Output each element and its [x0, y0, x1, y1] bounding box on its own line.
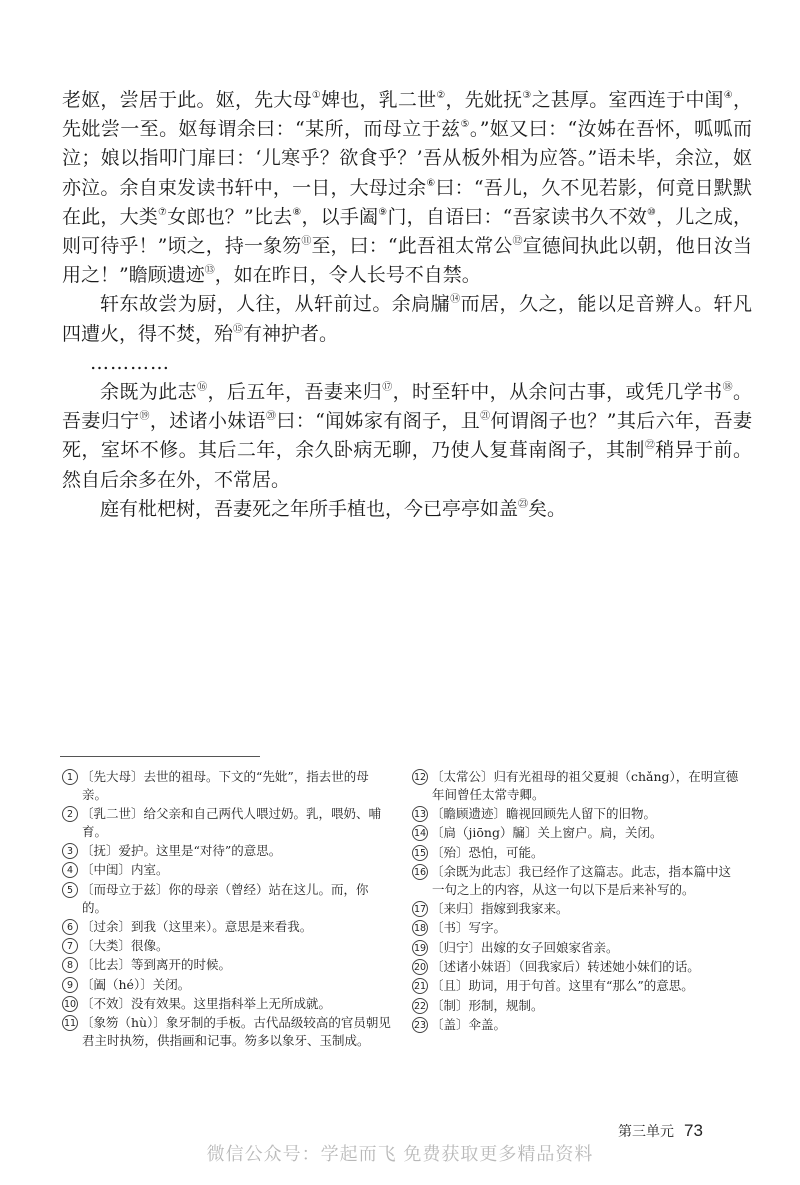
text-segment: ，儿之成，则可待乎！”顷之，持一象笏 [62, 205, 752, 258]
text-segment: 。”妪又曰：“汝姊在吾怀，呱呱而泣；娘以指叩门扉曰：‘儿寒乎？欲食乎？’吾从板外相为应答。”语未毕，余泣，妪亦泣。余自束发读书轩中，一日，大母过余 [62, 118, 753, 199]
footnote-item [62, 768, 392, 804]
footnote-marker: ⑯ [197, 382, 208, 394]
footnotes-right [412, 768, 742, 1035]
text-segment: 至，曰：“此吾祖太常公 [311, 235, 513, 258]
footnote-number: 22 [412, 998, 428, 1014]
footnote-text: 〔象笏（hù）〕象牙制的手板。古代品级较高的官员朝见君主时执笏，供指画和记事。笏多以象牙、玉制成。 [81, 1015, 391, 1049]
paragraph [62, 378, 752, 495]
footnote-marker: ⑭ [450, 294, 461, 306]
text-segment: ，以手阖 [301, 205, 379, 228]
footnote-marker: ④ [723, 90, 733, 101]
footnote-number: 4 [62, 862, 78, 878]
footnote-text: 〔大类〕很像。 [81, 938, 169, 954]
footnote-text: 〔太常公〕归有光祖母的祖父夏昶（chǎng），在明宣德年间曾任太常寺卿。 [431, 769, 739, 802]
footnote-text: 〔扃（jiōng）牖〕关上窗户。扃，关闭。 [431, 825, 663, 841]
footnote-marker: ⑪ [301, 236, 312, 248]
text-segment: 何谓阁子也？”其后六年，吾妻死，室坏不修。其后二年，余久卧病无聊，乃使人复葺南阁子，其制 [62, 410, 753, 462]
footnote-item [412, 900, 742, 918]
footnote-number: 14 [412, 825, 428, 841]
footnote-item [62, 842, 392, 860]
footnote-item [62, 881, 392, 917]
main-text [62, 86, 752, 524]
footnote-marker: ⑳ [266, 411, 277, 423]
footnote-number: 1 [62, 769, 78, 785]
paragraph [62, 290, 752, 348]
footnote-marker: ⑥ [426, 177, 436, 189]
text-segment: 而居，久之，能以足音辨人。轩凡四遭火，得不焚，殆 [62, 293, 752, 345]
footnote-text: 〔来归〕指嫁到我家来。 [431, 901, 569, 917]
footnote-number: 20 [412, 959, 428, 975]
text-segment: 轩东故尝为厨，人往，从轩前过。余扃牖 [100, 293, 451, 316]
footnote-text: 〔而母立于兹〕你的母亲（曾经）站在这儿。而，你的。 [81, 881, 369, 915]
text-segment: ，如在昨日，令人长号不自禁。 [214, 264, 481, 287]
footnote-text: 〔瞻顾遗迹〕瞻视回顾先人留下的旧物。 [431, 806, 657, 822]
watermark: 微信公众号：学起而飞 免费获取更多精品资料 [206, 1144, 594, 1165]
footnote-text: 〔阖（hé）〕关闭。 [81, 976, 191, 992]
footnote-item [412, 768, 742, 804]
text-segment: 曰：“吾儿，久不见若影，何竟日默默在此，大类 [62, 176, 752, 228]
footnote-text: 〔过余〕到我（这里来）。意思是来看我。 [81, 918, 313, 934]
text-segment: ………… [90, 351, 170, 374]
text-segment: 余既为此志 [100, 381, 198, 404]
footnote-marker: ⑤ [460, 119, 470, 131]
unit-label: 第三单元 [618, 1124, 674, 1140]
page-footer [618, 1121, 703, 1141]
footnote-item [412, 824, 742, 842]
footnote-text: 〔归宁〕出嫁的女子回娘家省亲。 [431, 939, 619, 955]
footnote-number: 23 [412, 1017, 428, 1033]
footnote-marker: ㉑ [480, 411, 491, 423]
footnote-item [412, 1016, 742, 1034]
footnote-text: 〔不效〕没有效果。这里指科举上无所成就。 [81, 996, 332, 1012]
footnote-number: 18 [412, 920, 428, 936]
footnote-marker: ① [311, 90, 322, 101]
footnote-number: 5 [62, 882, 78, 898]
footnote-number: 9 [62, 977, 78, 993]
footnote-number: 10 [62, 996, 78, 1012]
footnotes-left [62, 768, 392, 1051]
footnote-number: 21 [412, 978, 428, 994]
text-segment: 有神护者。 [243, 322, 339, 345]
footnote-item [62, 805, 392, 841]
footnote-number: 17 [412, 901, 428, 917]
footnote-number: 19 [412, 940, 428, 956]
footnote-text: 〔盖〕伞盖。 [431, 1016, 507, 1032]
paragraph [62, 495, 752, 524]
footnote-item [412, 997, 742, 1015]
footnote-text: 〔先大母〕去世的祖母。下文的“先妣”，指去世的母亲。 [81, 769, 369, 802]
footnote-item [62, 918, 392, 936]
footnote-marker: ㉒ [644, 440, 656, 452]
footnote-marker: ⑩ [647, 206, 657, 218]
footnote-marker: ⑫ [512, 236, 523, 248]
footnote-item [412, 958, 742, 976]
footnote-marker: ⑧ [292, 206, 302, 218]
text-segment: 门，自语曰：“吾家读书久不效 [387, 205, 647, 228]
footnote-item [62, 937, 392, 955]
footnote-text: 〔乳二世〕给父亲和自己两代人喂过奶。乳，喂奶、哺育。 [81, 806, 382, 839]
footnote-marker: ㉓ [518, 498, 529, 510]
footnote-number: 11 [62, 1015, 78, 1031]
text-segment: 。吾妻归宁 [62, 381, 753, 433]
footnote-item [62, 861, 392, 879]
text-segment: 婢也，乳二世 [321, 89, 437, 111]
footnote-item [412, 977, 742, 995]
footnote-marker: ⑱ [722, 382, 734, 394]
footnote-item [62, 956, 392, 974]
text-segment: ，先妣尝一至。妪每谓余曰：“某所，而母立于兹 [62, 89, 752, 141]
text-segment: 老妪，尝居于此。妪，先大母 [62, 89, 312, 111]
text-segment: 矣。 [528, 497, 567, 520]
footnote-marker: ⑰ [382, 382, 393, 394]
text-segment: 宣德间执此以朝，他日汝当用之！”瞻顾遗迹 [62, 235, 752, 287]
footnote-number: 3 [62, 843, 78, 859]
footnote-text: 〔且〕助词，用于句首。这里有“那么”的意思。 [431, 978, 694, 994]
footnote-text: 〔余既为此志〕我已经作了这篇志。此志，指本篇中这一句之上的内容，从这一句以下是后来补写的。 [431, 863, 732, 897]
text-segment: ，时至轩中，从余问古事，或凭几学书 [392, 381, 723, 404]
footnote-marker: ⑦ [158, 206, 168, 218]
footnote-item [62, 995, 392, 1013]
text-segment: 之甚厚。室西连于中闺 [531, 89, 724, 111]
footnote-text: 〔比去〕等到离开的时候。 [81, 957, 232, 973]
footnote-marker: ⑨ [378, 206, 388, 218]
text-segment: ，述诸小妹语 [149, 410, 267, 433]
footnote-marker: ③ [522, 90, 532, 101]
text-segment: 稍异于前。然自后余多在外，不常居。 [62, 439, 752, 491]
footnote-item [412, 919, 742, 937]
footnote-text: 〔书〕写字。 [431, 920, 507, 936]
footnote-item [62, 1014, 392, 1050]
footnote-divider [60, 756, 260, 757]
footnote-number: 8 [62, 957, 78, 973]
footnote-number: 12 [412, 769, 428, 785]
footnote-marker: ⑮ [233, 323, 244, 335]
footnote-number: 16 [412, 864, 428, 880]
footnote-number: 15 [412, 845, 428, 861]
footnote-number: 7 [62, 938, 78, 954]
footnote-text: 〔制〕形制，规制。 [431, 997, 544, 1013]
ellipsis-line [62, 349, 752, 378]
text-segment: ，后五年，吾妻来归 [207, 381, 383, 404]
footnote-item [412, 863, 742, 899]
footnote-number: 13 [412, 806, 428, 822]
footnote-text: 〔殆〕恐怕，可能。 [431, 844, 544, 860]
text-segment: 女郎也？”比去 [167, 205, 293, 228]
text-segment: 庭有枇杷树，吾妻死之年所手植也，今已亭亭如盖 [100, 497, 519, 520]
footnote-item [62, 976, 392, 994]
footnote-text: 〔抚〕爱护。这里是“对待”的意思。 [81, 843, 282, 859]
text-segment: 曰：“闻姊家有阁子，且 [276, 410, 481, 433]
footnote-item [412, 805, 742, 823]
paragraph [62, 86, 752, 290]
footnote-number: 2 [62, 806, 78, 822]
footnote-text: 〔述诸小妹语〕（回我家后）转述她小妹们的话。 [431, 958, 700, 974]
page-number: 73 [684, 1121, 703, 1140]
footnote-item [412, 939, 742, 957]
text-segment: ，先妣抚 [445, 89, 523, 111]
footnote-number: 6 [62, 919, 78, 935]
footnote-item [412, 844, 742, 862]
footnote-marker: ⑬ [204, 265, 215, 277]
footnote-marker: ⑲ [139, 411, 150, 423]
footnote-text: 〔中闺〕内室。 [81, 862, 169, 878]
footnote-marker: ② [436, 90, 446, 101]
